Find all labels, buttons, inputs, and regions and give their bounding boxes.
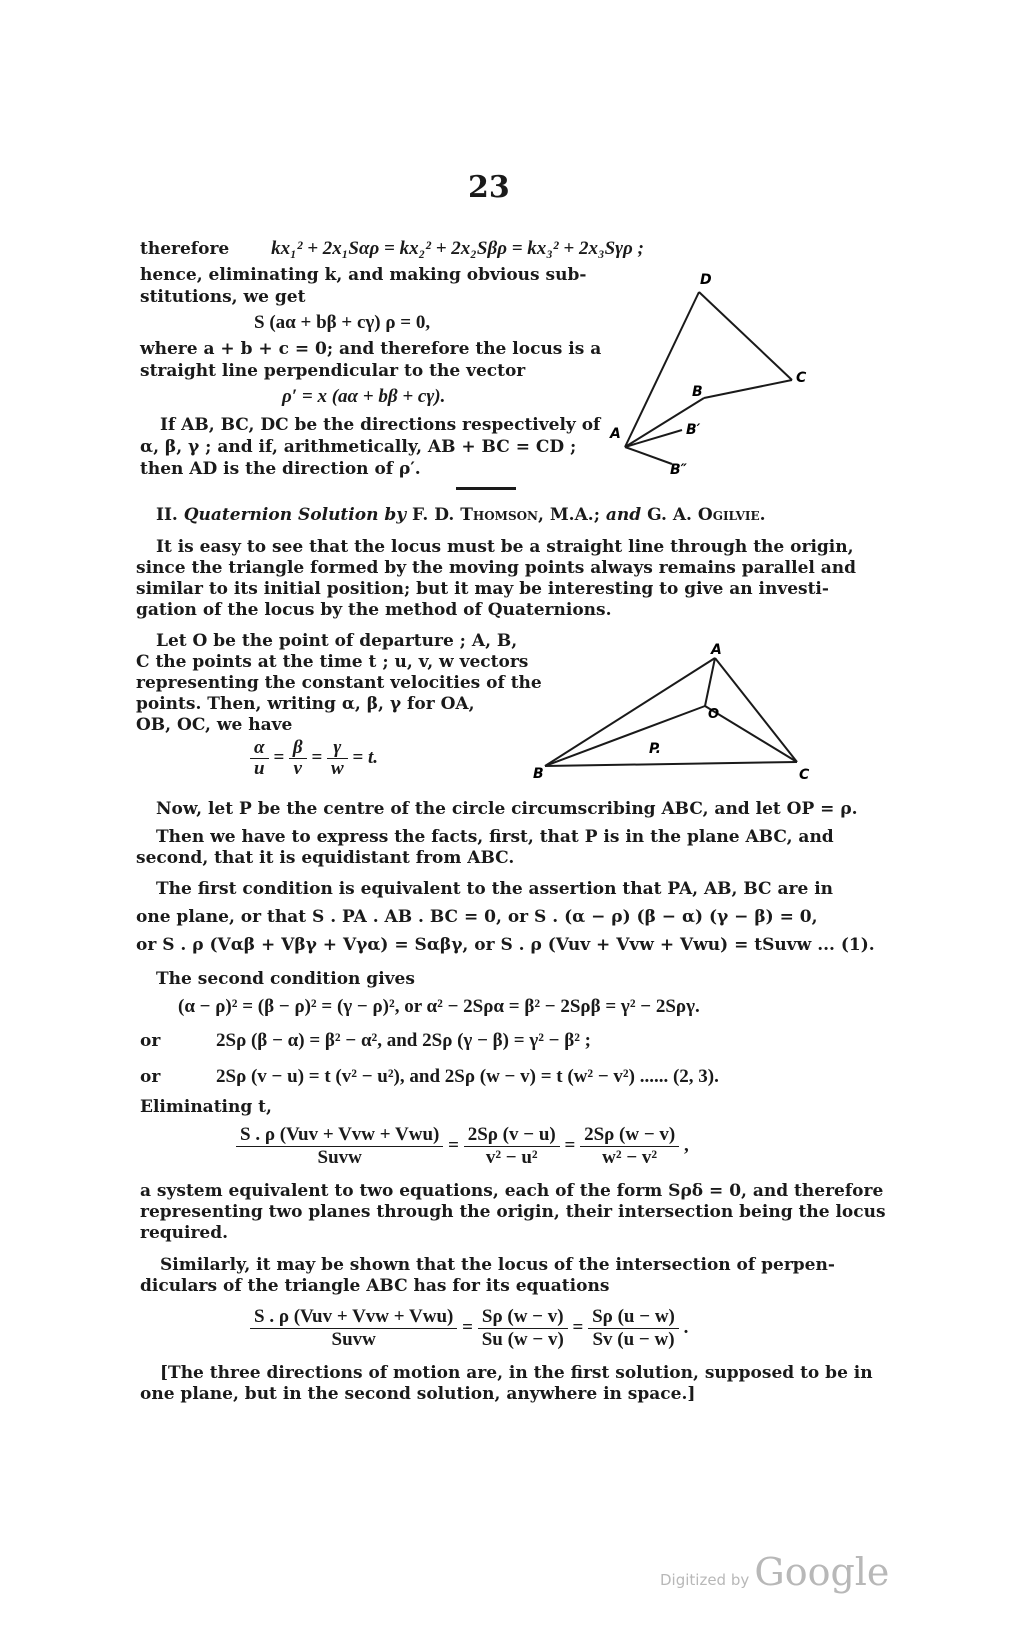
frac-den: Sv (u − w)	[592, 1329, 675, 1350]
frac-num: Sρ (w − v)	[478, 1306, 568, 1329]
text-line: It is easy to see that the locus must be a straight line through the origin,	[156, 537, 854, 557]
text-line: since the triangle formed by the moving points always remains parallel and	[136, 558, 857, 578]
figure-triangle-abc	[525, 638, 835, 808]
frac-num: S . ρ (Vuv + Vvw + Vwu)	[250, 1306, 457, 1329]
text-line: similar to its initial position; but it may be interesting to give an investi-	[136, 579, 829, 599]
equation-line	[140, 1030, 592, 1052]
equation-s-sum: S (aα + bβ + cγ) ρ = 0,	[254, 312, 431, 333]
equation-perpendiculars	[250, 1306, 688, 1351]
frac-num: α	[250, 738, 269, 759]
heading-and: and	[605, 505, 642, 525]
label-c: C	[799, 767, 810, 783]
equation-line	[140, 1066, 719, 1088]
heading-number: II.	[156, 505, 178, 525]
text-line: straight line perpendicular to the vector	[140, 361, 526, 381]
equation-rho-prime: ρ′ = x (aα + bβ + cγ).	[282, 386, 446, 407]
figure-vector-quadrilateral	[600, 262, 840, 502]
frac-den: Su (w − v)	[481, 1329, 564, 1350]
text-line: representing two planes through the origin, their intersection being the locus	[140, 1202, 886, 1222]
text-line: one plane, but in the second solution, anywhere in space.]	[140, 1384, 696, 1404]
frac-num: γ	[327, 738, 348, 759]
frac-den: Suvw	[317, 1147, 362, 1168]
label-b-double-prime: B″	[670, 462, 687, 478]
text-line: The second condition gives	[156, 969, 415, 989]
text-line: points. Then, writing α, β, γ for OA,	[136, 694, 475, 714]
text-line: second, that it is equidistant from ABC.	[136, 848, 515, 868]
therefore-word: therefore	[140, 239, 230, 259]
text-line: representing the constant velocities of the	[136, 673, 542, 693]
text-line: Then we have to express the facts, first, that P is in the plane ABC, and	[156, 827, 834, 847]
frac-num: Sρ (u − w)	[588, 1306, 679, 1329]
trailing-comma: ,	[684, 1134, 689, 1156]
heading-title: Quaternion Solution by	[183, 505, 407, 525]
label-a: A	[711, 642, 722, 658]
frac-num: 2Sρ (w − v)	[580, 1124, 679, 1147]
equals-sign: =	[462, 1316, 473, 1338]
or-word: or	[140, 1031, 161, 1051]
text-line: Eliminating t,	[140, 1097, 272, 1117]
label-c: C	[796, 370, 807, 386]
frac-num: 2Sρ (v − u)	[464, 1124, 560, 1147]
text-line: The first condition is equivalent to the assertion that PA, AB, BC are in	[156, 879, 834, 899]
label-p: P.	[649, 741, 661, 757]
watermark-digitized: Digitized by	[660, 1571, 750, 1589]
equals-sign: =	[572, 1316, 584, 1338]
equation-equidistant: (α − ρ)² = (β − ρ)² = (γ − ρ)², or α² − 2Sρα = β² − 2Sρβ = γ² − 2Sργ.	[178, 996, 700, 1017]
text-line: or S . ρ (Vαβ + Vβγ + Vγα) = Sαβγ, or S . ρ (Vuv + Vvw + Vwu) = tSuvw ... (1).	[136, 935, 875, 955]
section-heading	[156, 504, 766, 526]
frac-den: v	[293, 758, 302, 779]
frac-den: Suvw	[331, 1329, 376, 1350]
label-b-prime: B′	[686, 422, 701, 438]
equals-sign: =	[273, 746, 285, 768]
text-line: hence, eliminating k, and making obvious sub-	[140, 265, 587, 285]
text-line: one plane, or that S . PA . AB . BC = 0, or S . (α − ρ) (β − α) (γ − β) = 0,	[136, 907, 818, 927]
equals-sign: =	[311, 746, 323, 768]
frac-num: β	[289, 738, 307, 759]
text-line: diculars of the triangle ABC has for its equations	[140, 1276, 610, 1296]
frac-num: S . ρ (Vuv + Vvw + Vwu)	[236, 1124, 443, 1147]
label-d: D	[700, 272, 712, 288]
or-word: or	[140, 1067, 161, 1087]
equation-body: 2Sρ (β − α) = β² − α², and 2Sρ (γ − β) = γ² − β² ;	[216, 1030, 592, 1051]
trailing-period: .	[683, 1316, 689, 1338]
text-line: α, β, γ ; and if, arithmetically, AB + BC = CD ;	[140, 437, 577, 457]
line-therefore	[140, 238, 644, 260]
text-line: If AB, BC, DC be the directions respectively of	[160, 415, 601, 435]
frac-den: v² − u²	[485, 1147, 538, 1168]
equation-k-elimination: kx₁² + 2x₁Sαρ = kx₂² + 2x₂Sβρ = kx₃² + 2x₃Sγρ ;	[271, 238, 644, 259]
text-line: required.	[140, 1223, 229, 1243]
text-line: a system equivalent to two equations, each of the form Sρδ = 0, and therefore	[140, 1181, 884, 1201]
equals-t: = t.	[352, 746, 379, 768]
equation-ratio	[250, 738, 378, 779]
label-b: B	[533, 766, 544, 782]
heading-author-2: G. A. Ogilvie.	[647, 505, 766, 525]
equals-sign: =	[564, 1134, 576, 1156]
equals-sign: =	[448, 1134, 459, 1156]
frac-den: w	[330, 758, 344, 779]
page-number: 23	[468, 170, 510, 205]
text-line: gation of the locus by the method of Quaternions.	[136, 600, 612, 620]
frac-den: u	[254, 758, 265, 779]
equation-eliminated	[236, 1124, 689, 1169]
text-line: Now, let P be the centre of the circle circumscribing ABC, and let OP = ρ.	[156, 799, 858, 819]
section-divider	[456, 487, 516, 490]
equation-body: 2Sρ (v − u) = t (v² − u²), and 2Sρ (w − v) = t (w² − v²) ...... (2, 3).	[216, 1066, 719, 1087]
text-line: then AD is the direction of ρ′.	[140, 459, 421, 479]
text-line: where a + b + c = 0; and therefore the locus is a	[140, 339, 602, 359]
frac-den: w² − v²	[602, 1147, 658, 1168]
text-line: C the points at the time t ; u, v, w vectors	[136, 652, 529, 672]
heading-author-1: F. D. Thomson, M.A.;	[412, 505, 600, 525]
label-a: A	[610, 426, 621, 442]
text-line: Similarly, it may be shown that the locus of the intersection of perpen-	[160, 1255, 835, 1275]
text-line: stitutions, we get	[140, 287, 306, 307]
label-b: B	[692, 384, 703, 400]
text-line: Let O be the point of departure ; A, B,	[156, 631, 518, 651]
google-watermark	[660, 1550, 889, 1594]
text-line: OB, OC, we have	[136, 715, 293, 735]
label-o: O	[708, 707, 720, 722]
watermark-google: Google	[754, 1550, 890, 1594]
text-line: [The three directions of motion are, in the first solution, supposed to be in	[160, 1363, 873, 1383]
